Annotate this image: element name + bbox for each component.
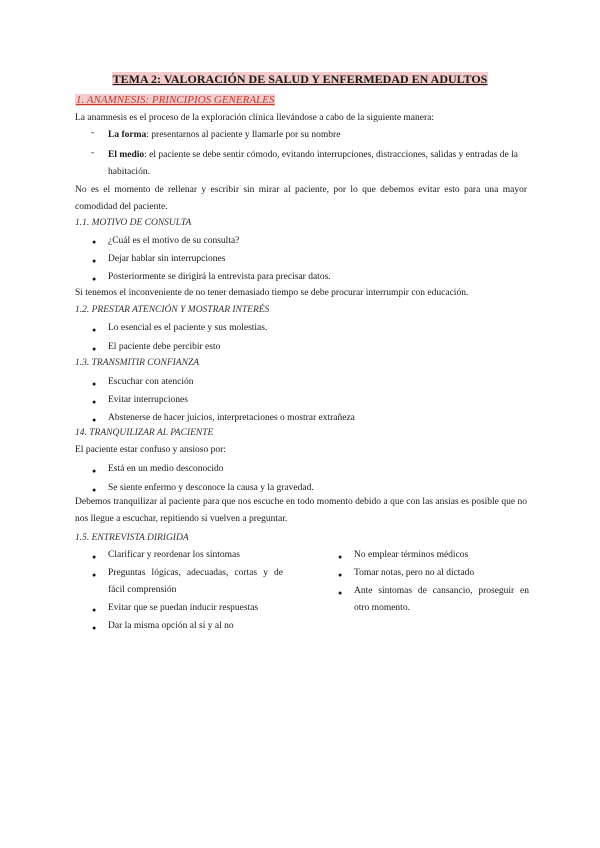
item-label: El medio xyxy=(108,150,145,160)
bullet-icon: ● xyxy=(92,345,97,353)
subsection-heading: 1.1. MOTIVO DE CONSULTA xyxy=(75,218,192,228)
item-label: La forma xyxy=(108,130,147,140)
bullet-icon: ● xyxy=(92,467,97,475)
bullet-icon: ● xyxy=(92,326,97,334)
list-item: Lo esencial es el paciente y sus molestias. xyxy=(108,323,268,333)
section-heading xyxy=(75,94,275,106)
bullet-icon: ● xyxy=(338,589,343,597)
section-heading-text: 1. ANAMNESIS: PRINCIPIOS GENERALES xyxy=(76,94,275,106)
list-item xyxy=(108,127,528,144)
subsection-heading: 1.2. PRESTAR ATENCIÓN Y MOSTRAR INTERÉS xyxy=(75,305,270,315)
bullet-icon: ● xyxy=(92,238,97,246)
list-item: Preguntas lógicas, adecuadas, cortas y de fácil comprensión xyxy=(108,568,283,595)
list-item: Está en un medio desconocido xyxy=(108,464,224,474)
bullet-icon: ● xyxy=(92,380,97,388)
list-item: Dejar hablar sin interrupciones xyxy=(108,254,226,264)
bullet-icon: ● xyxy=(92,275,97,283)
list-item: Posteriormente se dirigirá la entrevista para precisar datos. xyxy=(108,272,331,282)
list-item xyxy=(108,147,528,181)
list-item: No emplear términos médicos xyxy=(354,550,469,560)
list-item: Escuchar con atención xyxy=(108,377,194,387)
paragraph: Si tenemos el inconveniente de no tener demasiado tiempo se debe procurar interrumpir con educación. xyxy=(75,288,469,298)
paragraph: El paciente estar confuso y ansioso por: xyxy=(75,445,226,455)
subsection-heading: 14. TRANQUILIZAR AL PACIENTE xyxy=(75,428,214,438)
paragraph: No es el momento de rellenar y escribir sin mirar al paciente, por lo que debemos evitar esto para una mayor comodidad del paciente. xyxy=(75,185,527,212)
item-text: : el paciente se debe sentir cómodo, evitando interrupciones, distracciones, salidas y entradas de la habitación. xyxy=(108,150,518,177)
bullet-icon: ● xyxy=(92,398,97,406)
list-item: Evitar que se puedan inducir respuestas xyxy=(108,603,259,613)
paragraph: Debemos tranquilizar al paciente para que nos escuche en todo momento debido a que con las ansias es posible que no nos llegue a escuchar, repitiendo si vuelven a preguntar. xyxy=(75,497,527,524)
subsection-heading: 1.5. ENTREVISTA DIRIGIDA xyxy=(75,533,189,543)
bullet-icon: ● xyxy=(92,624,97,632)
bullet-icon: ● xyxy=(338,553,343,561)
bullet-icon: ● xyxy=(92,553,97,561)
bullet-icon: ● xyxy=(92,257,97,265)
list-item: Ante síntomas de cansancio, proseguir en otro momento. xyxy=(354,586,529,613)
bullet-icon: ● xyxy=(92,416,97,424)
list-item: Dar la misma opción al sí y al no xyxy=(108,621,234,631)
list-item: ¿Cuál es el motivo de su consulta? xyxy=(108,236,240,246)
list-item: El paciente debe percibir esto xyxy=(108,342,221,352)
dash-bullet: - xyxy=(91,128,95,138)
list-item: Se siente enfermo y desconoce la causa y la gravedad. xyxy=(108,483,314,493)
title-text: TEMA 2: VALORACIÓN DE SALUD Y ENFERMEDAD EN ADULTOS xyxy=(112,72,488,86)
page-title xyxy=(0,72,600,87)
list-item: Abstenerse de hacer juicios, interpretaciones o mostrar extrañeza xyxy=(108,413,355,423)
list-item: Tomar notas, pero no al dictado xyxy=(354,568,475,578)
list-item: Evitar interrupciones xyxy=(108,395,188,405)
subsection-heading: 1.3. TRANSMITIR CONFIANZA xyxy=(75,358,200,368)
dash-bullet: - xyxy=(91,148,95,158)
paragraph: La anamnesis es el proceso de la exploración clínica llevándose a cabo de la siguiente manera: xyxy=(75,113,435,123)
item-text: : presentarnos al paciente y llamarle por su nombre xyxy=(146,130,341,140)
bullet-icon: ● xyxy=(92,571,97,579)
list-item: Clarificar y reordenar los síntomas xyxy=(108,550,240,560)
bullet-icon: ● xyxy=(92,606,97,614)
bullet-icon: ● xyxy=(338,571,343,579)
bullet-icon: ● xyxy=(92,486,97,494)
